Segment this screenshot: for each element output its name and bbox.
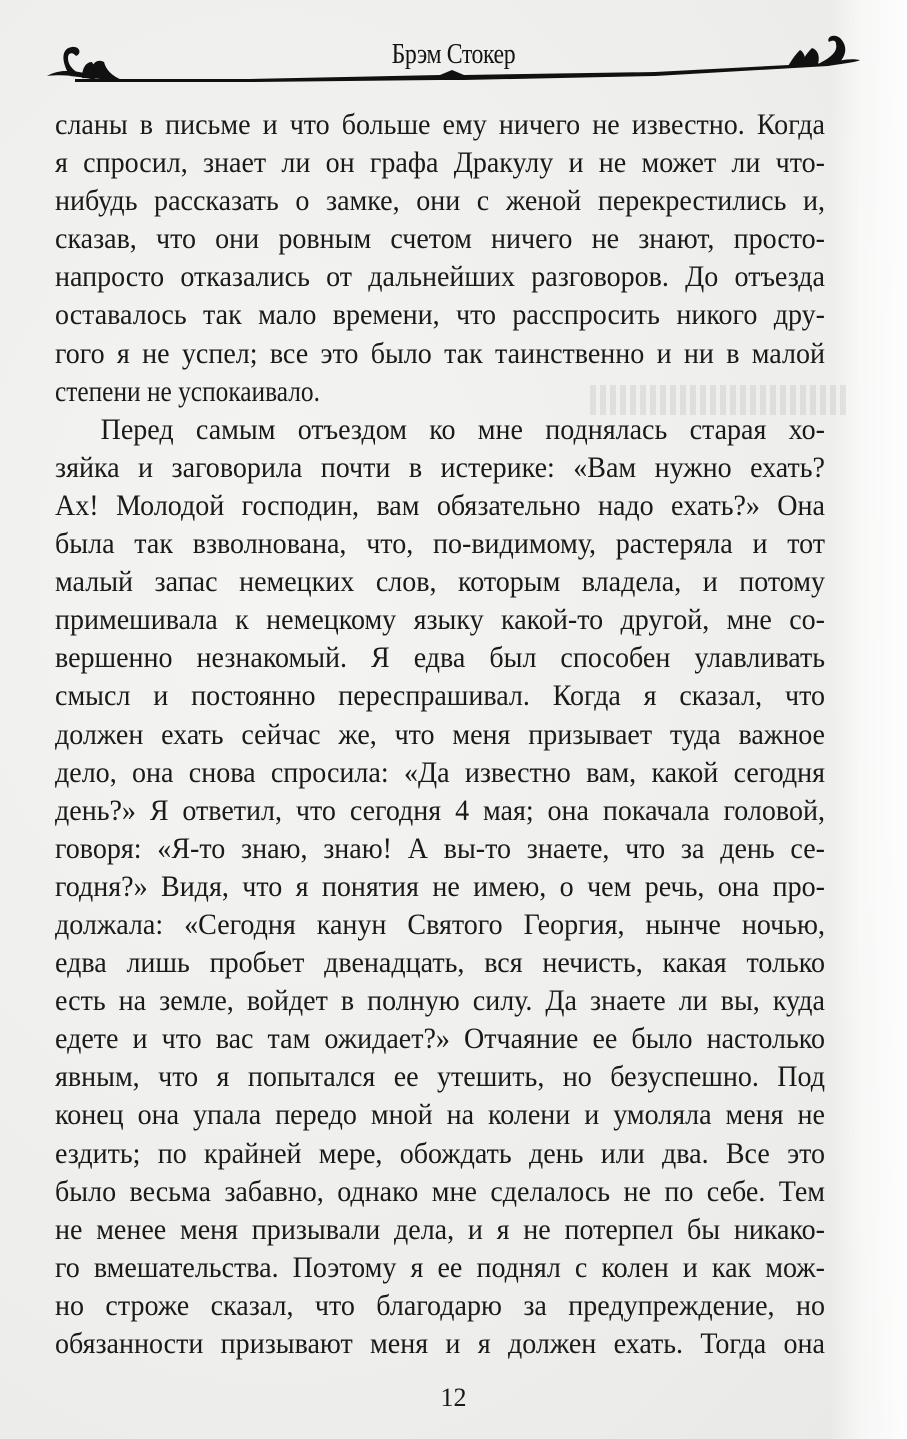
text-line: день?» Я ответил, что сегодня 4 мая; она покачала головой, <box>55 794 825 827</box>
text-line: вершенно незнакомый. Я едва был способен улавливать <box>55 642 825 675</box>
text-line: не менее меня призывали дела, и я не потерпел бы никако- <box>55 1213 825 1246</box>
text-line: ездить; по крайней мере, обождать день или два. Все это <box>55 1137 825 1170</box>
text-line: сказав, что они ровным счетом ничего не знают, просто- <box>55 223 825 256</box>
text-line: сланы в письме и что больше ему ничего не известно. Когда <box>55 109 825 141</box>
text-line: Ах! Молодой господин, вам обязательно надо ехать?» Она <box>55 489 825 522</box>
text-line: оставалось так мало времени, что расспросить никого дру- <box>55 299 825 332</box>
text-line: едва лишь пробьет двенадцать, вся нечисть, какая только <box>55 947 825 980</box>
text-line: нибудь рассказать о замке, они с женой перекрестились и, <box>55 185 825 218</box>
text-line: гого я не успел; все это было так таинственно и ни в малой <box>55 337 825 370</box>
text-line: обязанности призывают меня и я должен ехать. Тогда она <box>55 1328 825 1360</box>
text-line: есть на земле, войдет в полную силу. Да знаете ли вы, куда <box>55 985 825 1018</box>
running-title: Брэм Стокер <box>391 38 516 70</box>
text-line: явным, что я попытался ее утешить, но безуспешно. Под <box>55 1061 825 1094</box>
text-line: было весьма забавно, однако мне сделалось не по себе. Тем <box>55 1175 825 1208</box>
text-line: годня?» Видя, что я понятия не имею, о чем речь, она про- <box>55 870 825 903</box>
text-line: я спросил, знает ли он графа Дракулу и не может ли что- <box>55 147 825 180</box>
text-line: напросто отказались от дальнейших разговоров. До отъезда <box>55 261 825 294</box>
text-line-paragraph-start: Перед самым отъездом ко мне поднялась старая хо- <box>100 413 825 446</box>
running-header <box>0 0 907 100</box>
text-line: го вмешательства. Поэтому я ее поднял с колен и как мож- <box>55 1251 825 1284</box>
text-line: конец она упала передо мной на колени и умоляла меня не <box>55 1099 825 1132</box>
text-line: зяйка и заговорила почти в истерике: «Вам нужно ехать? <box>55 451 825 484</box>
body-text <box>55 106 825 1363</box>
text-line: но строже сказал, что благодарю за предупреждение, но <box>55 1289 825 1322</box>
text-line: малый запас немецких слов, которым владела, и потому <box>55 566 825 599</box>
text-line: должала: «Сегодня канун Святого Георгия, нынче ночью, <box>55 908 825 941</box>
text-line: едете и что вас там ожидает?» Отчаяние ее было настолько <box>55 1023 825 1056</box>
text-line-paragraph-end: степени не успокаивало. <box>55 375 320 408</box>
page-number: 12 <box>440 1383 467 1412</box>
text-line: смысл и постоянно переспрашивал. Когда я сказал, что <box>55 680 825 713</box>
text-line: должен ехать сейчас же, что меня призывает туда важное <box>55 718 825 751</box>
text-line: примешивала к немецкому языку какой-то другой, мне со- <box>55 604 825 637</box>
text-line: дело, она снова спросила: «Да известно вам, какой сегодня <box>55 756 825 789</box>
text-line: была так взволнована, что, по-видимому, растеряла и тот <box>55 528 825 561</box>
text-line: говоря: «Я-то знаю, знаю! А вы-то знаете, что за день се- <box>55 832 825 865</box>
